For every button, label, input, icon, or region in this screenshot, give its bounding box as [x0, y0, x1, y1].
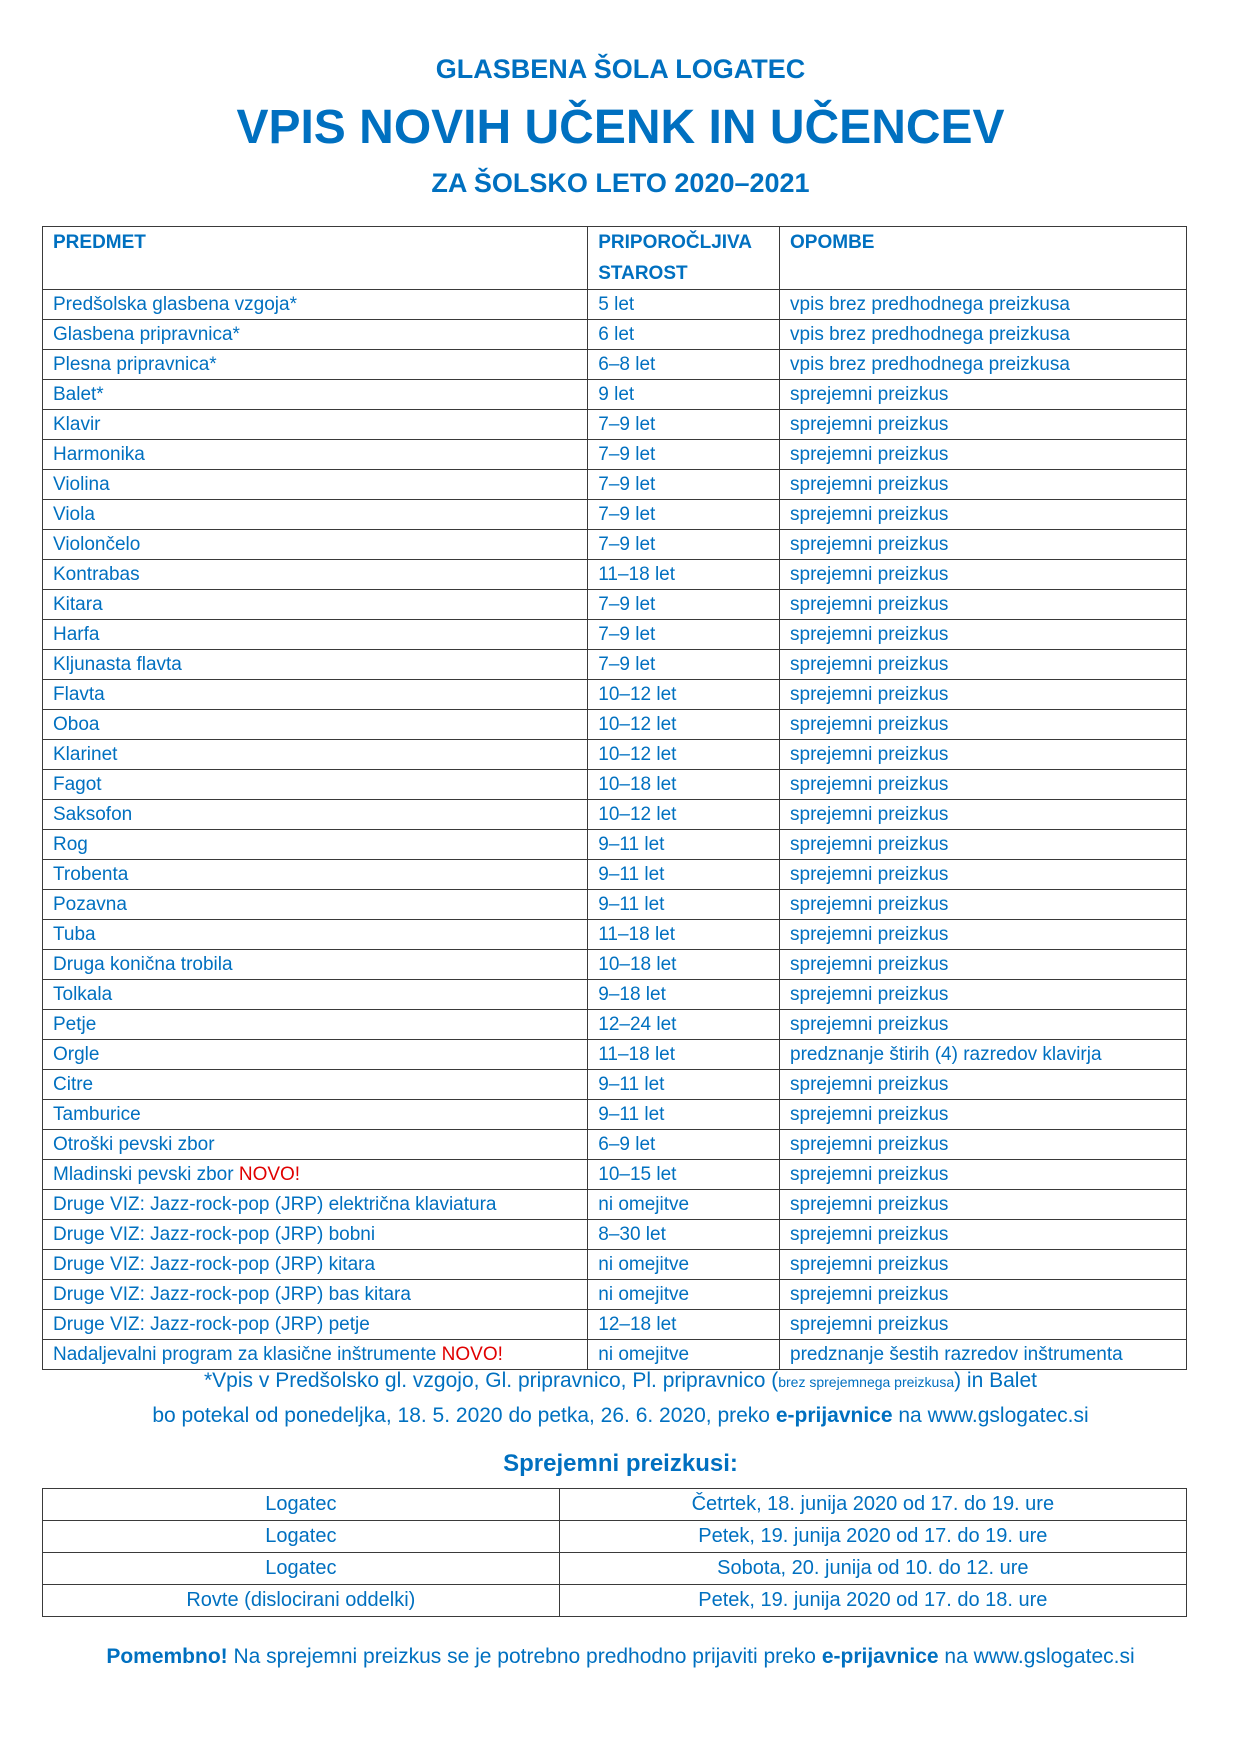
exam-date: Sobota, 20. junija od 10. do 12. ure [559, 1553, 1186, 1585]
age-cell: 6 let [588, 320, 780, 350]
subject-cell [43, 980, 588, 1010]
subject-name: Trobenta [53, 864, 129, 885]
note-cell: predznanje štirih (4) razredov klavirja [780, 1040, 1187, 1070]
subject-cell [43, 1160, 588, 1190]
subject-cell [43, 410, 588, 440]
table-row [43, 320, 1187, 350]
note-cell: sprejemni preizkus [780, 530, 1187, 560]
subject-name: Orgle [53, 1044, 100, 1065]
age-cell: 7–9 let [588, 470, 780, 500]
subject-cell [43, 620, 588, 650]
age-cell: 5 let [588, 290, 780, 320]
subject-name: Druge VIZ: Jazz-rock-pop (JRP) električna klaviatura [53, 1194, 497, 1215]
note-cell: sprejemni preizkus [780, 710, 1187, 740]
table-row [43, 1220, 1187, 1250]
note-cell: sprejemni preizkus [780, 650, 1187, 680]
subjects-table [42, 226, 1187, 1370]
enrollment-note [0, 1364, 1241, 1433]
header-notes: OPOMBE [780, 227, 1187, 290]
subject-name: Druge VIZ: Jazz-rock-pop (JRP) petje [53, 1314, 370, 1335]
note-cell: sprejemni preizkus [780, 1160, 1187, 1190]
important-label: Pomembno! [106, 1645, 228, 1668]
table-row [43, 920, 1187, 950]
subject-name: Fagot [53, 774, 102, 795]
school-name: GLASBENA ŠOLA LOGATEC [435, 54, 806, 84]
age-cell: 6–8 let [588, 350, 780, 380]
note-cell: sprejemni preizkus [780, 470, 1187, 500]
note-cell: sprejemni preizkus [780, 740, 1187, 770]
age-cell: ni omejitve [588, 1280, 780, 1310]
note-cell: sprejemni preizkus [780, 920, 1187, 950]
note-cell: sprejemni preizkus [780, 560, 1187, 590]
note-website: na www.gslogatec.si [892, 1404, 1089, 1427]
subject-name: Harfa [53, 624, 100, 645]
age-cell: 7–9 let [588, 650, 780, 680]
table-row [43, 500, 1187, 530]
note-cell: predznanje šestih razredov inštrumenta [780, 1340, 1187, 1370]
subject-name: Kontrabas [53, 564, 140, 585]
subject-cell [43, 350, 588, 380]
subject-cell [43, 470, 588, 500]
subject-name: Kljunasta flavta [53, 654, 182, 675]
exam-date: Četrtek, 18. junija 2020 od 17. do 19. ure [559, 1489, 1186, 1521]
subject-name: Druge VIZ: Jazz-rock-pop (JRP) bas kitara [53, 1284, 411, 1305]
subject-cell [43, 380, 588, 410]
note-cell: sprejemni preizkus [780, 1220, 1187, 1250]
note-cell: sprejemni preizkus [780, 680, 1187, 710]
subject-cell [43, 770, 588, 800]
table-row [43, 590, 1187, 620]
subject-cell [43, 1010, 588, 1040]
note-cell: sprejemni preizkus [780, 770, 1187, 800]
table-row [43, 560, 1187, 590]
page-title: VPIS NOVIH UČENK IN UČENCEV [236, 101, 1005, 154]
age-cell: 10–12 let [588, 740, 780, 770]
note-cell: vpis brez predhodnega preizkusa [780, 350, 1187, 380]
exam-date: Petek, 19. junija 2020 od 17. do 18. ure [559, 1585, 1186, 1617]
subject-name: Mladinski pevski zbor [53, 1164, 239, 1185]
table-row [43, 530, 1187, 560]
age-cell: 9–18 let [588, 980, 780, 1010]
subject-cell [43, 890, 588, 920]
table-row [43, 1160, 1187, 1190]
exams-title: Sprejemni preizkusi: [503, 1450, 738, 1477]
age-cell: 7–9 let [588, 410, 780, 440]
subject-cell [43, 860, 588, 890]
subject-cell [43, 830, 588, 860]
age-cell: 9–11 let [588, 830, 780, 860]
note-cell: sprejemni preizkus [780, 1310, 1187, 1340]
subject-cell [43, 1100, 588, 1130]
subject-name: Saksofon [53, 804, 133, 825]
subject-name: Glasbena pripravnica* [53, 324, 240, 345]
note-text: *Vpis v Predšolsko gl. vzgojo, Gl. pripravnico, Pl. pripravnico ( [204, 1369, 779, 1392]
subject-cell [43, 500, 588, 530]
age-cell: 9–11 let [588, 1100, 780, 1130]
important-note [0, 1645, 1241, 1669]
subject-cell [43, 590, 588, 620]
exam-row [43, 1489, 1187, 1521]
subject-name: Tamburice [53, 1104, 141, 1125]
age-cell: 11–18 let [588, 1040, 780, 1070]
table-row [43, 770, 1187, 800]
note-cell: vpis brez predhodnega preizkusa [780, 290, 1187, 320]
subject-name: Tuba [53, 924, 96, 945]
age-cell: 7–9 let [588, 590, 780, 620]
table-row [43, 410, 1187, 440]
age-cell: 12–24 let [588, 1010, 780, 1040]
table-row [43, 710, 1187, 740]
important-website: na www.gslogatec.si [938, 1645, 1135, 1668]
age-cell: 7–9 let [588, 620, 780, 650]
table-row [43, 740, 1187, 770]
subject-name: Nadaljevalni program za klasične inštrumente [53, 1344, 442, 1365]
note-text: bo potekal od ponedeljka, 18. 5. 2020 do petka, 26. 6. 2020, preko [152, 1404, 776, 1427]
subject-cell [43, 320, 588, 350]
age-cell: 11–18 let [588, 560, 780, 590]
new-badge: NOVO! [441, 1344, 503, 1365]
note-cell: sprejemni preizkus [780, 620, 1187, 650]
note-cell: sprejemni preizkus [780, 980, 1187, 1010]
subject-name: Oboa [53, 714, 100, 735]
age-cell: 9–11 let [588, 860, 780, 890]
age-cell: 7–9 let [588, 500, 780, 530]
subject-name: Kitara [53, 594, 103, 615]
age-cell: 10–12 let [588, 680, 780, 710]
school-year: ZA ŠOLSKO LETO 2020–2021 [431, 168, 810, 198]
table-row [43, 830, 1187, 860]
note-cell: sprejemni preizkus [780, 1130, 1187, 1160]
note-cell: sprejemni preizkus [780, 950, 1187, 980]
exam-row [43, 1585, 1187, 1617]
note-cell: sprejemni preizkus [780, 380, 1187, 410]
exam-place: Logatec [43, 1553, 560, 1585]
subject-name: Druge VIZ: Jazz-rock-pop (JRP) bobni [53, 1224, 376, 1245]
note-cell: sprejemni preizkus [780, 410, 1187, 440]
subject-cell [43, 680, 588, 710]
table-row [43, 950, 1187, 980]
note-cell: sprejemni preizkus [780, 1100, 1187, 1130]
age-cell: 10–12 let [588, 800, 780, 830]
subject-name: Viola [53, 504, 95, 525]
subject-cell [43, 650, 588, 680]
age-cell: 10–18 let [588, 950, 780, 980]
subject-name: Druge VIZ: Jazz-rock-pop (JRP) kitara [53, 1254, 376, 1275]
note-cell: sprejemni preizkus [780, 440, 1187, 470]
table-row [43, 800, 1187, 830]
exam-place: Logatec [43, 1489, 560, 1521]
table-row [43, 860, 1187, 890]
subject-cell [43, 1310, 588, 1340]
table-row [43, 890, 1187, 920]
table-row [43, 1010, 1187, 1040]
table-row [43, 1280, 1187, 1310]
subject-cell [43, 710, 588, 740]
table-row [43, 290, 1187, 320]
age-cell: 7–9 let [588, 530, 780, 560]
age-cell: 9–11 let [588, 1070, 780, 1100]
exam-place: Rovte (dislocirani oddelki) [43, 1585, 560, 1617]
age-cell: 7–9 let [588, 440, 780, 470]
exam-place: Logatec [43, 1521, 560, 1553]
subject-name: Rog [53, 834, 88, 855]
table-row [43, 1040, 1187, 1070]
table-row [43, 980, 1187, 1010]
table-row [43, 680, 1187, 710]
note-cell: sprejemni preizkus [780, 890, 1187, 920]
subject-cell [43, 1070, 588, 1100]
eprijavnica-text: e-prijavnice [775, 1404, 893, 1427]
subject-name: Balet* [53, 384, 104, 405]
eprijavnica-text: e-prijavnice [821, 1645, 939, 1668]
exam-row [43, 1553, 1187, 1585]
table-row [43, 350, 1187, 380]
subject-cell [43, 290, 588, 320]
table-row [43, 470, 1187, 500]
subject-cell [43, 800, 588, 830]
subject-name: Violončelo [53, 534, 141, 555]
subject-name: Citre [53, 1074, 94, 1095]
subject-name: Petje [53, 1014, 97, 1035]
subject-cell [43, 1250, 588, 1280]
subject-cell [43, 950, 588, 980]
subject-cell [43, 560, 588, 590]
note-cell: vpis brez predhodnega preizkusa [780, 320, 1187, 350]
note-cell: sprejemni preizkus [780, 830, 1187, 860]
subject-cell [43, 740, 588, 770]
important-text: Na sprejemni preizkus se je potrebno predhodno prijaviti preko [227, 1645, 822, 1668]
note-cell: sprejemni preizkus [780, 500, 1187, 530]
note-cell: sprejemni preizkus [780, 590, 1187, 620]
note-cell: sprejemni preizkus [780, 800, 1187, 830]
exams-table [42, 1488, 1187, 1617]
header-subject: PREDMET [43, 227, 588, 290]
table-row [43, 620, 1187, 650]
age-cell: 6–9 let [588, 1130, 780, 1160]
age-cell: 10–15 let [588, 1160, 780, 1190]
age-cell: 12–18 let [588, 1310, 780, 1340]
subject-cell [43, 1280, 588, 1310]
subjects-table-header [43, 227, 1187, 290]
subject-name: Violina [53, 474, 110, 495]
subject-cell [43, 440, 588, 470]
table-row [43, 1250, 1187, 1280]
age-cell: 8–30 let [588, 1220, 780, 1250]
subject-name: Druga konična trobila [53, 954, 233, 975]
table-row [43, 440, 1187, 470]
note-cell: sprejemni preizkus [780, 1070, 1187, 1100]
table-row [43, 1070, 1187, 1100]
subject-name: Pozavna [53, 894, 127, 915]
note-cell: sprejemni preizkus [780, 1190, 1187, 1220]
table-row [43, 380, 1187, 410]
note-cell: sprejemni preizkus [780, 860, 1187, 890]
exam-row [43, 1521, 1187, 1553]
table-row [43, 1130, 1187, 1160]
age-cell: 9–11 let [588, 890, 780, 920]
subject-cell [43, 1040, 588, 1070]
age-cell: 11–18 let [588, 920, 780, 950]
age-cell: 10–12 let [588, 710, 780, 740]
table-row [43, 650, 1187, 680]
age-cell: 9 let [588, 380, 780, 410]
subject-cell [43, 1220, 588, 1250]
exam-date: Petek, 19. junija 2020 od 17. do 19. ure [559, 1521, 1186, 1553]
subject-name: Tolkala [53, 984, 113, 1005]
note-cell: sprejemni preizkus [780, 1010, 1187, 1040]
subject-cell [43, 1190, 588, 1220]
subject-cell [43, 1130, 588, 1160]
table-row [43, 1310, 1187, 1340]
note-small-text: brez sprejemnega preizkusa [778, 1374, 955, 1390]
subject-cell [43, 920, 588, 950]
subject-cell [43, 530, 588, 560]
header-age: PRIPOROČLJIVA STAROST [588, 227, 780, 290]
subject-name: Plesna pripravnica* [53, 354, 217, 375]
subject-name: Klavir [53, 414, 101, 435]
new-badge: NOVO! [238, 1164, 301, 1185]
age-cell: ni omejitve [588, 1190, 780, 1220]
note-cell: sprejemni preizkus [780, 1280, 1187, 1310]
subject-name: Klarinet [53, 744, 118, 765]
note-text: ) in Balet [954, 1369, 1037, 1392]
table-row [43, 1100, 1187, 1130]
note-cell: sprejemni preizkus [780, 1250, 1187, 1280]
age-cell: 10–18 let [588, 770, 780, 800]
subject-name: Flavta [53, 684, 105, 705]
age-cell: ni omejitve [588, 1340, 780, 1370]
table-row [43, 1190, 1187, 1220]
age-cell: ni omejitve [588, 1250, 780, 1280]
subject-name: Otroški pevski zbor [53, 1134, 215, 1155]
subject-name: Harmonika [53, 444, 145, 465]
subject-name: Predšolska glasbena vzgoja* [53, 294, 297, 315]
